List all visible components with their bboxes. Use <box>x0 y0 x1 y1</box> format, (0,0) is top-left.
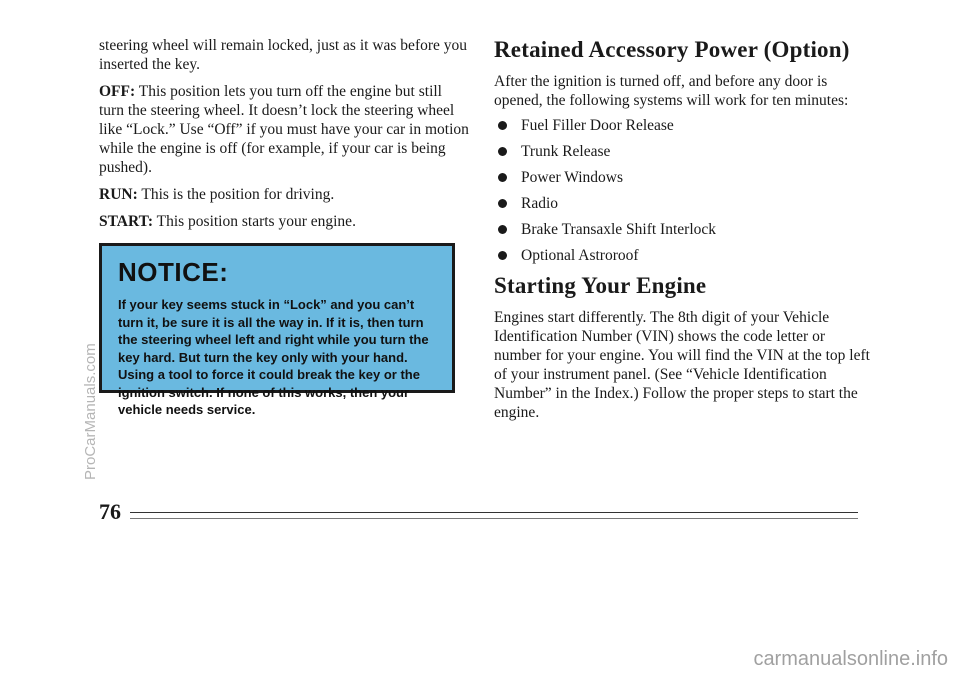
off-paragraph <box>99 82 469 177</box>
bullet-icon <box>498 121 507 130</box>
bullet-icon <box>498 147 507 156</box>
list-item <box>494 168 874 187</box>
list-item <box>494 194 874 213</box>
accessory-power-paragraph: After the ignition is turned off, and before any door is opened, the following systems will work for ten minutes: <box>494 73 849 109</box>
list-item-label: Radio <box>521 195 559 212</box>
page-number: 76 <box>99 499 121 524</box>
off-term: OFF: <box>99 83 136 100</box>
notice-title: NOTICE: <box>118 257 229 287</box>
side-watermark: ProCarManuals.com <box>82 343 99 480</box>
list-item-label: Trunk Release <box>521 143 611 160</box>
list-item-label: Power Windows <box>521 169 623 186</box>
intro-paragraph: steering wheel will remain locked, just as it was before you inserted the key. <box>99 37 468 73</box>
footer-rule <box>130 512 858 513</box>
start-description: This position starts your engine. <box>153 213 356 230</box>
start-term: START: <box>99 213 154 230</box>
bottom-watermark: carmanualsonline.info <box>753 648 948 670</box>
list-item <box>494 142 874 161</box>
list-item <box>494 220 874 239</box>
accessory-systems-list <box>494 116 874 265</box>
starting-engine-paragraph: Engines start differently. The 8th digit of your Vehicle Identification Number (VIN) shows the code letter or number for your engine. You will find the VIN at the top left of your instrument panel. (See “Vehicle Identification Number” in the Index.) Follow the proper steps to start the engine. <box>494 309 870 421</box>
list-item <box>494 116 874 135</box>
run-term: RUN: <box>99 186 138 203</box>
run-description: This is the position for driving. <box>137 186 335 203</box>
bullet-icon <box>498 251 507 260</box>
list-item <box>494 246 874 265</box>
footer-rule-secondary <box>130 518 858 519</box>
starting-engine-heading: Starting Your Engine <box>494 273 707 298</box>
accessory-power-heading: Retained Accessory Power (Option) <box>494 37 850 62</box>
notice-body: If your key seems stuck in “Lock” and you can’t turn it, be sure it is all the way in. If it is, then turn the steering wheel left and right while you turn the key hard. But turn the key only with your hand. Using a tool to force it could break the key or the ignition switch. If none of this works, then your vehicle needs service. <box>118 297 429 417</box>
list-item-label: Brake Transaxle Shift Interlock <box>521 221 717 238</box>
start-paragraph <box>99 212 469 231</box>
off-description: This position lets you turn off the engine but still turn the steering wheel. It doesn’t lock the steering wheel like “Lock.” Use “Off” if you must have your car in motion while the engine is off (for example, if your car is being pushed). <box>99 83 469 176</box>
bullet-icon <box>498 225 507 234</box>
left-column <box>99 36 469 239</box>
run-paragraph <box>99 185 469 204</box>
notice-box <box>99 243 455 417</box>
right-column <box>494 36 874 422</box>
bullet-icon <box>498 173 507 182</box>
bullet-icon <box>498 199 507 208</box>
list-item-label: Optional Astroroof <box>521 247 639 264</box>
list-item-label: Fuel Filler Door Release <box>521 117 674 134</box>
